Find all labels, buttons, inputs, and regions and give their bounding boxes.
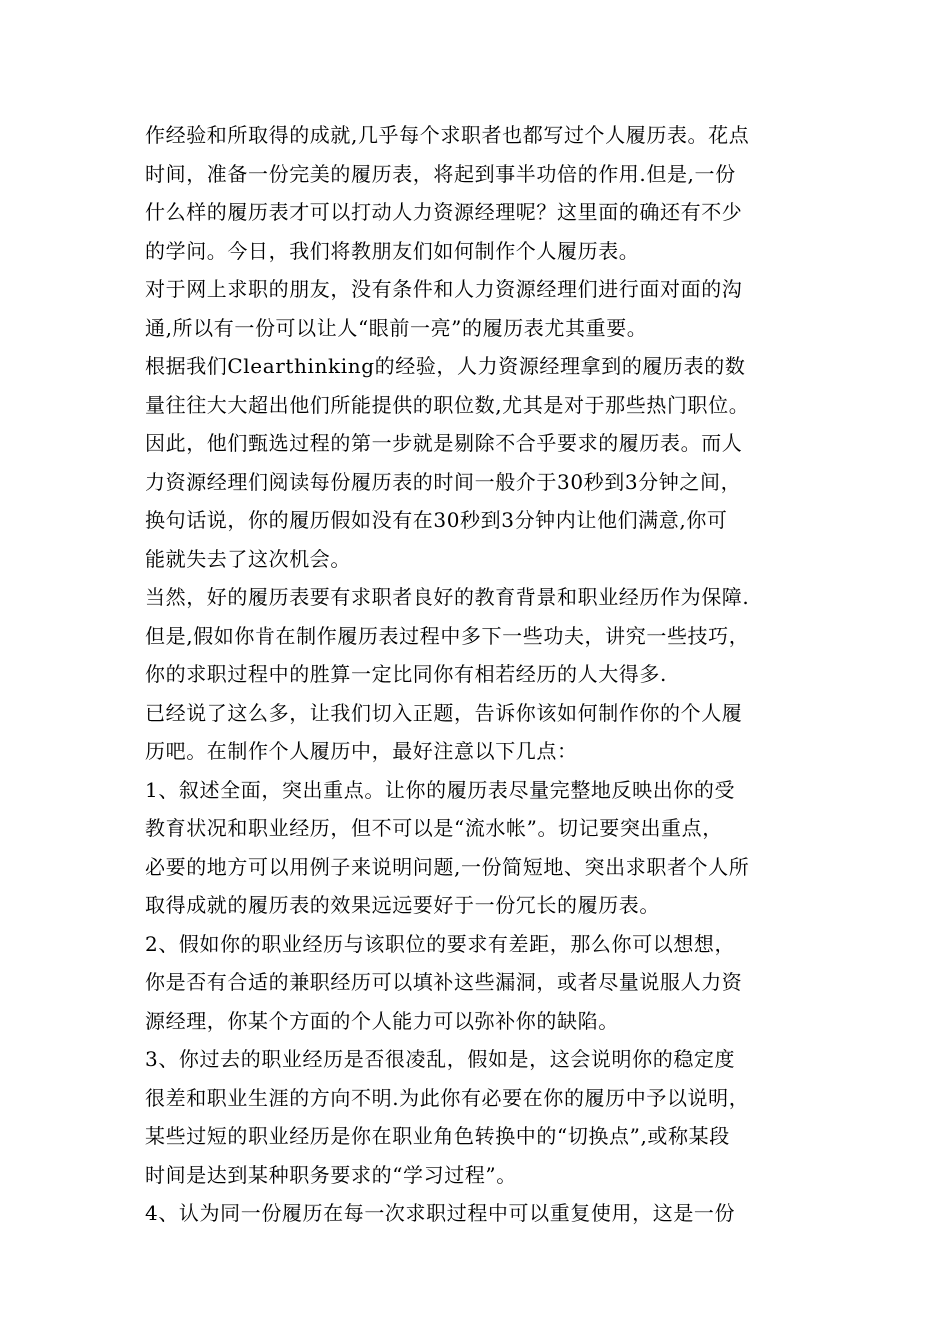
text-line: 某些过短的职业经历是你在职业角色转换中的“切换点”,或称某段 (145, 1124, 730, 1148)
text-line: 你的求职过程中的胜算一定比同你有相若经历的人大得多. (145, 662, 667, 686)
text-line: 换句话说，你的履历假如没有在30秒到3分钟内让他们满意,你可 (145, 508, 728, 532)
text-line: 的学问。今日，我们将教朋友们如何制作个人履历表。 (145, 238, 640, 263)
text-line: 当然，好的履历表要有求职者良好的教育背景和职业经历作为保障. (145, 585, 750, 609)
text-line: 对于网上求职的朋友，没有条件和人力资源经理们进行面对面的沟 (145, 277, 743, 301)
text-line: 作经验和所取得的成就,几乎每个求职者也都写过个人履历表。花点 (145, 123, 750, 147)
text-line: 根据我们Clearthinking的经验，人力资源经理拿到的履历表的数 (145, 354, 746, 378)
text-line: 量往往大大超出他们所能提供的职位数,尤其是对于那些热门职位。 (145, 392, 750, 417)
text-line: 什么样的履历表才可以打动人力资源经理呢？这里面的确还有不少 (145, 200, 743, 224)
text-line: 历吧。在制作个人履历中，最好注意以下几点： (145, 739, 578, 763)
text-line: 源经理，你某个方面的个人能力可以弥补你的缺陷。 (145, 1008, 619, 1033)
text-line: 但是,假如你肯在制作履历表过程中多下一些功夫，讲究一些技巧， (145, 623, 750, 648)
text-line: 因此，他们甄选过程的第一步就是剔除不合乎要求的履历表。而人 (145, 431, 743, 455)
text-line: 取得成就的履历表的效果远远要好于一份冗长的履历表。 (145, 893, 660, 917)
document-body (145, 116, 810, 1233)
text-line: 力资源经理们阅读每份履历表的时间一般介于30秒到3分钟之间， (145, 469, 742, 494)
text-line: 教育状况和职业经历，但不可以是“流水帐”。切记要突出重点， (145, 816, 723, 840)
text-line: 已经说了这么多，让我们切入正题，告诉你该如何制作你的个人履 (145, 700, 743, 725)
text-line: 能就失去了这次机会。 (145, 546, 351, 571)
text-line: 1、叙述全面，突出重点。让你的履历表尽量完整地反映出你的受 (145, 777, 736, 802)
text-line: 2、假如你的职业经历与该职位的要求有差距，那么你可以想想， (145, 931, 736, 956)
text-line: 必要的地方可以用例子来说明问题,一份简短地、突出求职者个人所 (145, 854, 750, 879)
text-line: 时间是达到某种职务要求的“学习过程”。 (145, 1162, 517, 1187)
text-line: 4、认为同一份履历在每一次求职过程中可以重复使用，这是一份 (145, 1201, 736, 1225)
text-line: 很差和职业生涯的方向不明.为此你有必要在你的履历中予以说明， (145, 1085, 750, 1110)
text-line: 3、你过去的职业经历是否很凌乱，假如是，这会说明你的稳定度 (145, 1047, 736, 1071)
text-line: 时间，准备一份完美的履历表，将起到事半功倍的作用.但是,一份 (145, 161, 736, 186)
text-line: 通,所以有一份可以让人“眼前一亮”的履历表尤其重要。 (145, 315, 648, 340)
text-line: 你是否有合适的兼职经历可以填补这些漏洞，或者尽量说服人力资 (145, 970, 743, 994)
